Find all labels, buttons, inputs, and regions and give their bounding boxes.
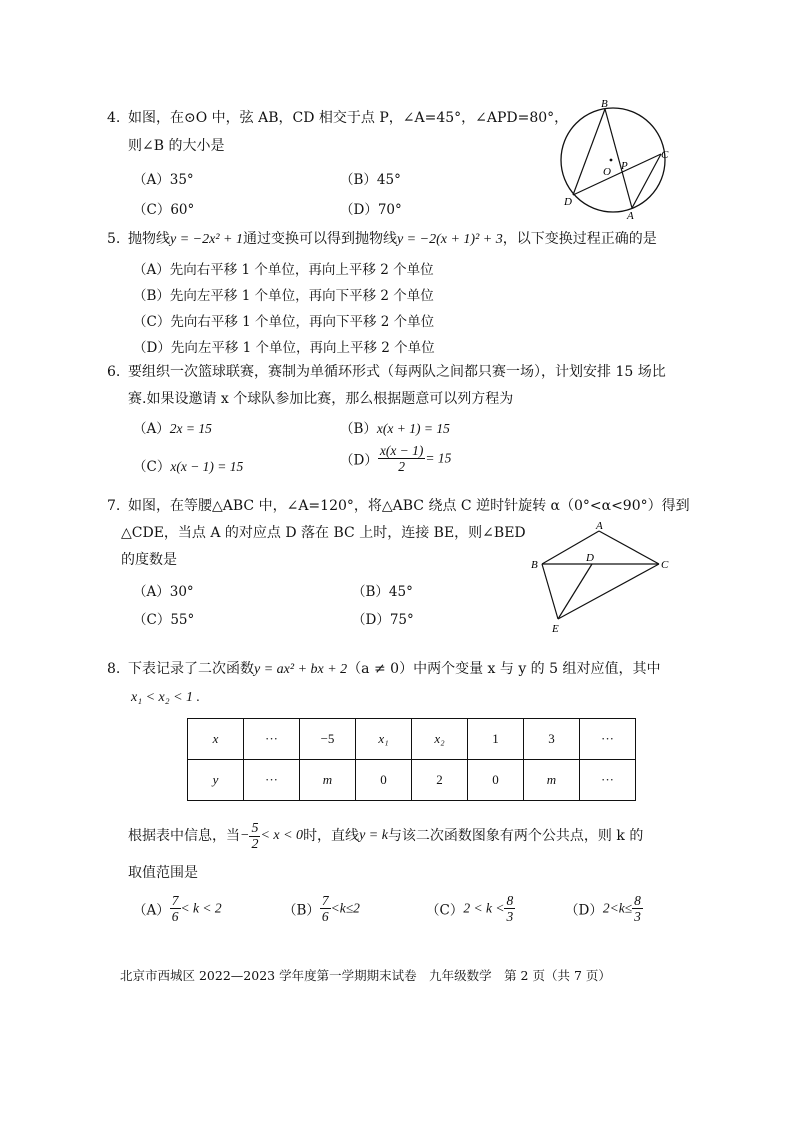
q8-option-d [565, 893, 643, 924]
q8-cond-range: < x < 0 [260, 828, 304, 843]
q8-option-b-denominator: 6 [321, 909, 329, 924]
q4-label-c: C [661, 149, 669, 161]
q8-option-b-rest: <k≤2 [330, 900, 360, 916]
q4-number: 4. [107, 110, 121, 126]
q8-cond-fraction [249, 821, 260, 852]
q8-cond-line-eq: y = k [359, 828, 388, 843]
table-row [188, 719, 636, 760]
q6-stem-line1: 要组织一次篮球联赛，赛制为单循环形式（每两队之间都只赛一场），计划安排 15 场比 [128, 364, 666, 380]
q8-cond-numerator: 5 [251, 820, 259, 836]
q5-option-c: （C）先向右平移 1 个单位，再向下平移 2 个单位 [133, 314, 435, 330]
q8-option-b [283, 893, 360, 924]
q8-option-b-fraction [320, 893, 331, 924]
q5-stem [128, 229, 657, 250]
q7-stem-line2: △CDE，当点 A 的对应点 D 落在 BC 上时，连接 BE，则∠BED [121, 525, 526, 541]
q5-number: 5. [107, 231, 121, 247]
q4-option-d: （D）70° [340, 202, 402, 218]
q6-option-d [340, 443, 451, 474]
q6-option-b [340, 417, 450, 437]
q8-option-b-numerator: 7 [321, 893, 329, 908]
page-footer: 北京市西城区 2022—2023 学年度第一学期期末试卷 九年级数学 第 2 页（共 7 页） [120, 968, 611, 983]
table-row [188, 760, 636, 801]
q8-option-a [133, 893, 222, 924]
table-cell: ··· [580, 719, 636, 760]
q8-value-table [187, 718, 636, 801]
q5-option-b: （B）先向左平移 1 个单位，再向下平移 2 个单位 [133, 288, 434, 304]
q8-stem-line4: 取值范围是 [128, 865, 198, 881]
table-cell: 3 [524, 719, 580, 760]
q7-option-a: （A）30° [133, 584, 194, 600]
q5-option-d: （D）先向左平移 1 个单位，再向上平移 2 个单位 [133, 340, 435, 356]
q6-option-c [133, 455, 243, 475]
q6-option-d-denominator: 2 [398, 459, 405, 474]
table-cell: −5 [300, 719, 356, 760]
q7-label-d: D [586, 552, 594, 564]
q8-option-c-numerator: 8 [506, 893, 514, 908]
table-cell: 0 [356, 760, 412, 801]
q5-option-a: （A）先向右平移 1 个单位，再向上平移 2 个单位 [133, 262, 434, 278]
q8-option-d-denominator: 3 [634, 909, 641, 924]
q7-label-e: E [552, 623, 559, 635]
q8-option-a-numerator: 7 [171, 893, 179, 908]
q8-option-a-rest: < k < 2 [180, 900, 222, 916]
q6-option-b-label: （B） [340, 421, 377, 437]
q4-stem-line2: 则∠B 的大小是 [128, 138, 225, 154]
q8-stem-a: 下表记录了二次函数 [128, 661, 254, 677]
q8-option-b-label: （B） [283, 902, 320, 919]
q5-eq1: y = −2x² + 1 [170, 232, 243, 247]
q8-cond-a: 根据表中信息，当 [128, 828, 240, 844]
q8-option-d-pre: 2<k≤ [602, 900, 633, 916]
q7-label-c: C [661, 559, 669, 571]
table-cell: 2 [412, 760, 468, 801]
q8-option-d-label: （D） [565, 902, 603, 919]
q8-stem-line1 [128, 659, 660, 680]
q6-option-c-eq: x(x − 1) = 15 [170, 459, 244, 474]
q4-option-b: （B）45° [340, 172, 401, 188]
q6-stem-line2: 赛.如果设邀请 x 个球队参加比赛，那么根据题意可以列方程为 [128, 391, 514, 407]
q8-condition-line [128, 820, 643, 852]
q6-option-b-eq: x(x + 1) = 15 [376, 421, 450, 436]
q8-cond-d: 与该二次函数图象有两个公共点，则 k 的 [387, 828, 644, 844]
q8-option-d-numerator: 8 [634, 893, 641, 908]
q5-stem-b: 通过变换可以得到抛物线 [242, 231, 397, 247]
q5-eq2: y = −2(x + 1)² + 3 [396, 232, 503, 247]
table-cell: ··· [580, 760, 636, 801]
q6-option-a-eq: 2x = 15 [169, 421, 212, 436]
q4-label-o: O [603, 166, 611, 178]
table-cell: x₂ [412, 719, 468, 760]
q5-stem-c: ，以下变换过程正确的是 [502, 231, 657, 247]
q7-triangle-figure [528, 518, 674, 638]
q7-option-c: （C）55° [133, 612, 195, 628]
q4-stem-line1: 如图，在⊙O 中，弦 AB，CD 相交于点 P，∠A=45°，∠APD=80°， [128, 110, 569, 126]
q5-stem-a: 抛物线 [128, 231, 170, 247]
q8-option-d-fraction [632, 893, 643, 924]
q4-option-a: （A）35° [133, 172, 194, 188]
q4-circle-figure [555, 98, 675, 220]
q8-option-a-denominator: 6 [171, 909, 179, 924]
q8-option-c-fraction [504, 893, 515, 924]
table-cell: y [188, 760, 244, 801]
table-cell: x₁ [356, 719, 412, 760]
q7-stem-line3: 的度数是 [121, 552, 177, 568]
q8-option-a-label: （A） [133, 902, 170, 919]
q6-option-a [133, 417, 212, 437]
q4-option-c: （C）60° [133, 202, 195, 218]
q6-number: 6. [107, 364, 121, 380]
q6-option-d-fraction [378, 443, 426, 474]
q7-stem-line1: 如图，在等腰△ABC 中，∠A=120°，将△ABC 绕点 C 逆时针旋转 α（0°<α<90°）得到 [128, 498, 690, 514]
q7-option-d: （D）75° [352, 612, 414, 628]
q8-option-c-denominator: 3 [506, 909, 514, 924]
q6-option-d-rest: = 15 [425, 450, 452, 466]
q8-cond-denominator: 2 [251, 836, 259, 852]
q8-option-c [426, 893, 515, 924]
table-cell: ··· [244, 760, 300, 801]
table-cell: x [188, 719, 244, 760]
table-cell: 1 [468, 719, 524, 760]
q8-option-a-fraction [170, 893, 181, 924]
q6-option-d-numerator: x(x − 1) [379, 443, 424, 458]
q8-function: y = ax² + bx + 2 [254, 662, 348, 677]
table-cell: 0 [468, 760, 524, 801]
q8-stem-b: （a ≠ 0）中两个变量 x 与 y 的 5 组对应值，其中 [347, 661, 661, 677]
q8-cond-minus: − [240, 828, 250, 843]
table-cell: m [300, 760, 356, 801]
q7-option-b: （B）45° [352, 584, 413, 600]
q8-option-c-pre: 2 < k < [463, 900, 505, 916]
table-cell: ··· [244, 719, 300, 760]
q4-label-p: P [621, 160, 628, 172]
q6-option-c-label: （C） [133, 459, 171, 475]
q4-label-d: D [564, 196, 572, 208]
q7-number: 7. [107, 498, 121, 514]
q4-label-a: A [627, 210, 634, 220]
q7-label-b: B [531, 559, 538, 571]
q6-option-a-label: （A） [133, 421, 170, 437]
q8-number: 8. [107, 661, 121, 677]
q8-cond-c: 时，直线 [303, 828, 360, 844]
q6-option-d-label: （D） [340, 452, 378, 469]
table-cell: m [524, 760, 580, 801]
q4-label-b: B [601, 98, 608, 110]
q8-stem-line2: x₁ < x₂ < 1 . [131, 690, 201, 705]
q7-label-a: A [596, 520, 603, 532]
q8-option-c-label: （C） [426, 902, 464, 919]
